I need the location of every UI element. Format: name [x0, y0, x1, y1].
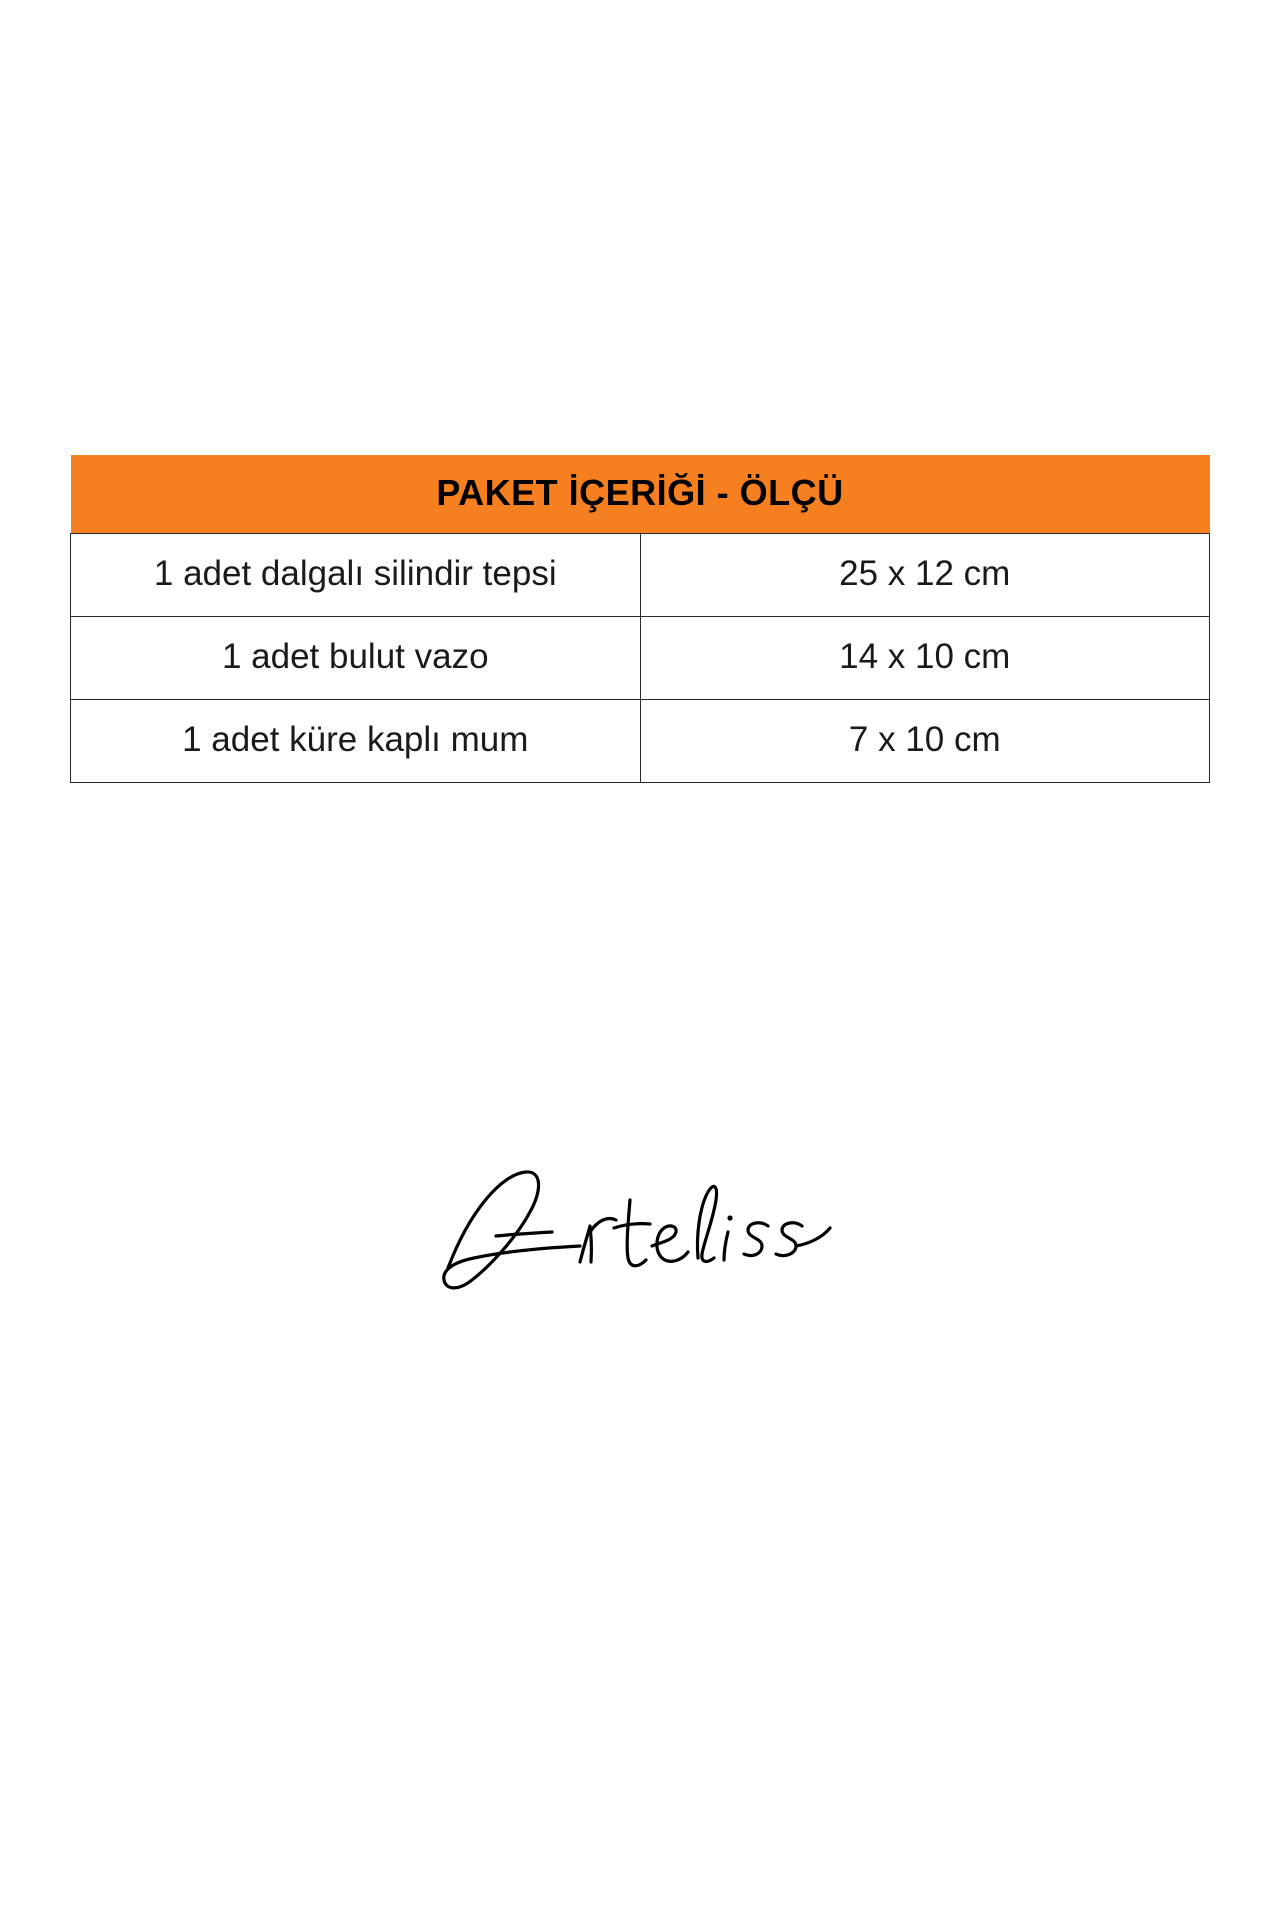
row-size-value: 25 x 12 cm — [640, 534, 1210, 617]
table-title: PAKET İÇERİĞİ - ÖLÇÜ — [71, 455, 1210, 534]
package-contents-table — [70, 455, 1210, 783]
row-item-label: 1 adet dalgalı silindir tepsi — [71, 534, 641, 617]
table-row — [71, 700, 1210, 783]
brand-signature-artwork — [430, 1150, 850, 1320]
row-size-value: 14 x 10 cm — [640, 617, 1210, 700]
row-item-label: 1 adet küre kaplı mum — [71, 700, 641, 783]
table-header-row — [71, 455, 1210, 534]
row-size-value: 7 x 10 cm — [640, 700, 1210, 783]
row-item-label: 1 adet bulut vazo — [71, 617, 641, 700]
brand-signature — [0, 1150, 1280, 1320]
table-row — [71, 534, 1210, 617]
table-row — [71, 617, 1210, 700]
